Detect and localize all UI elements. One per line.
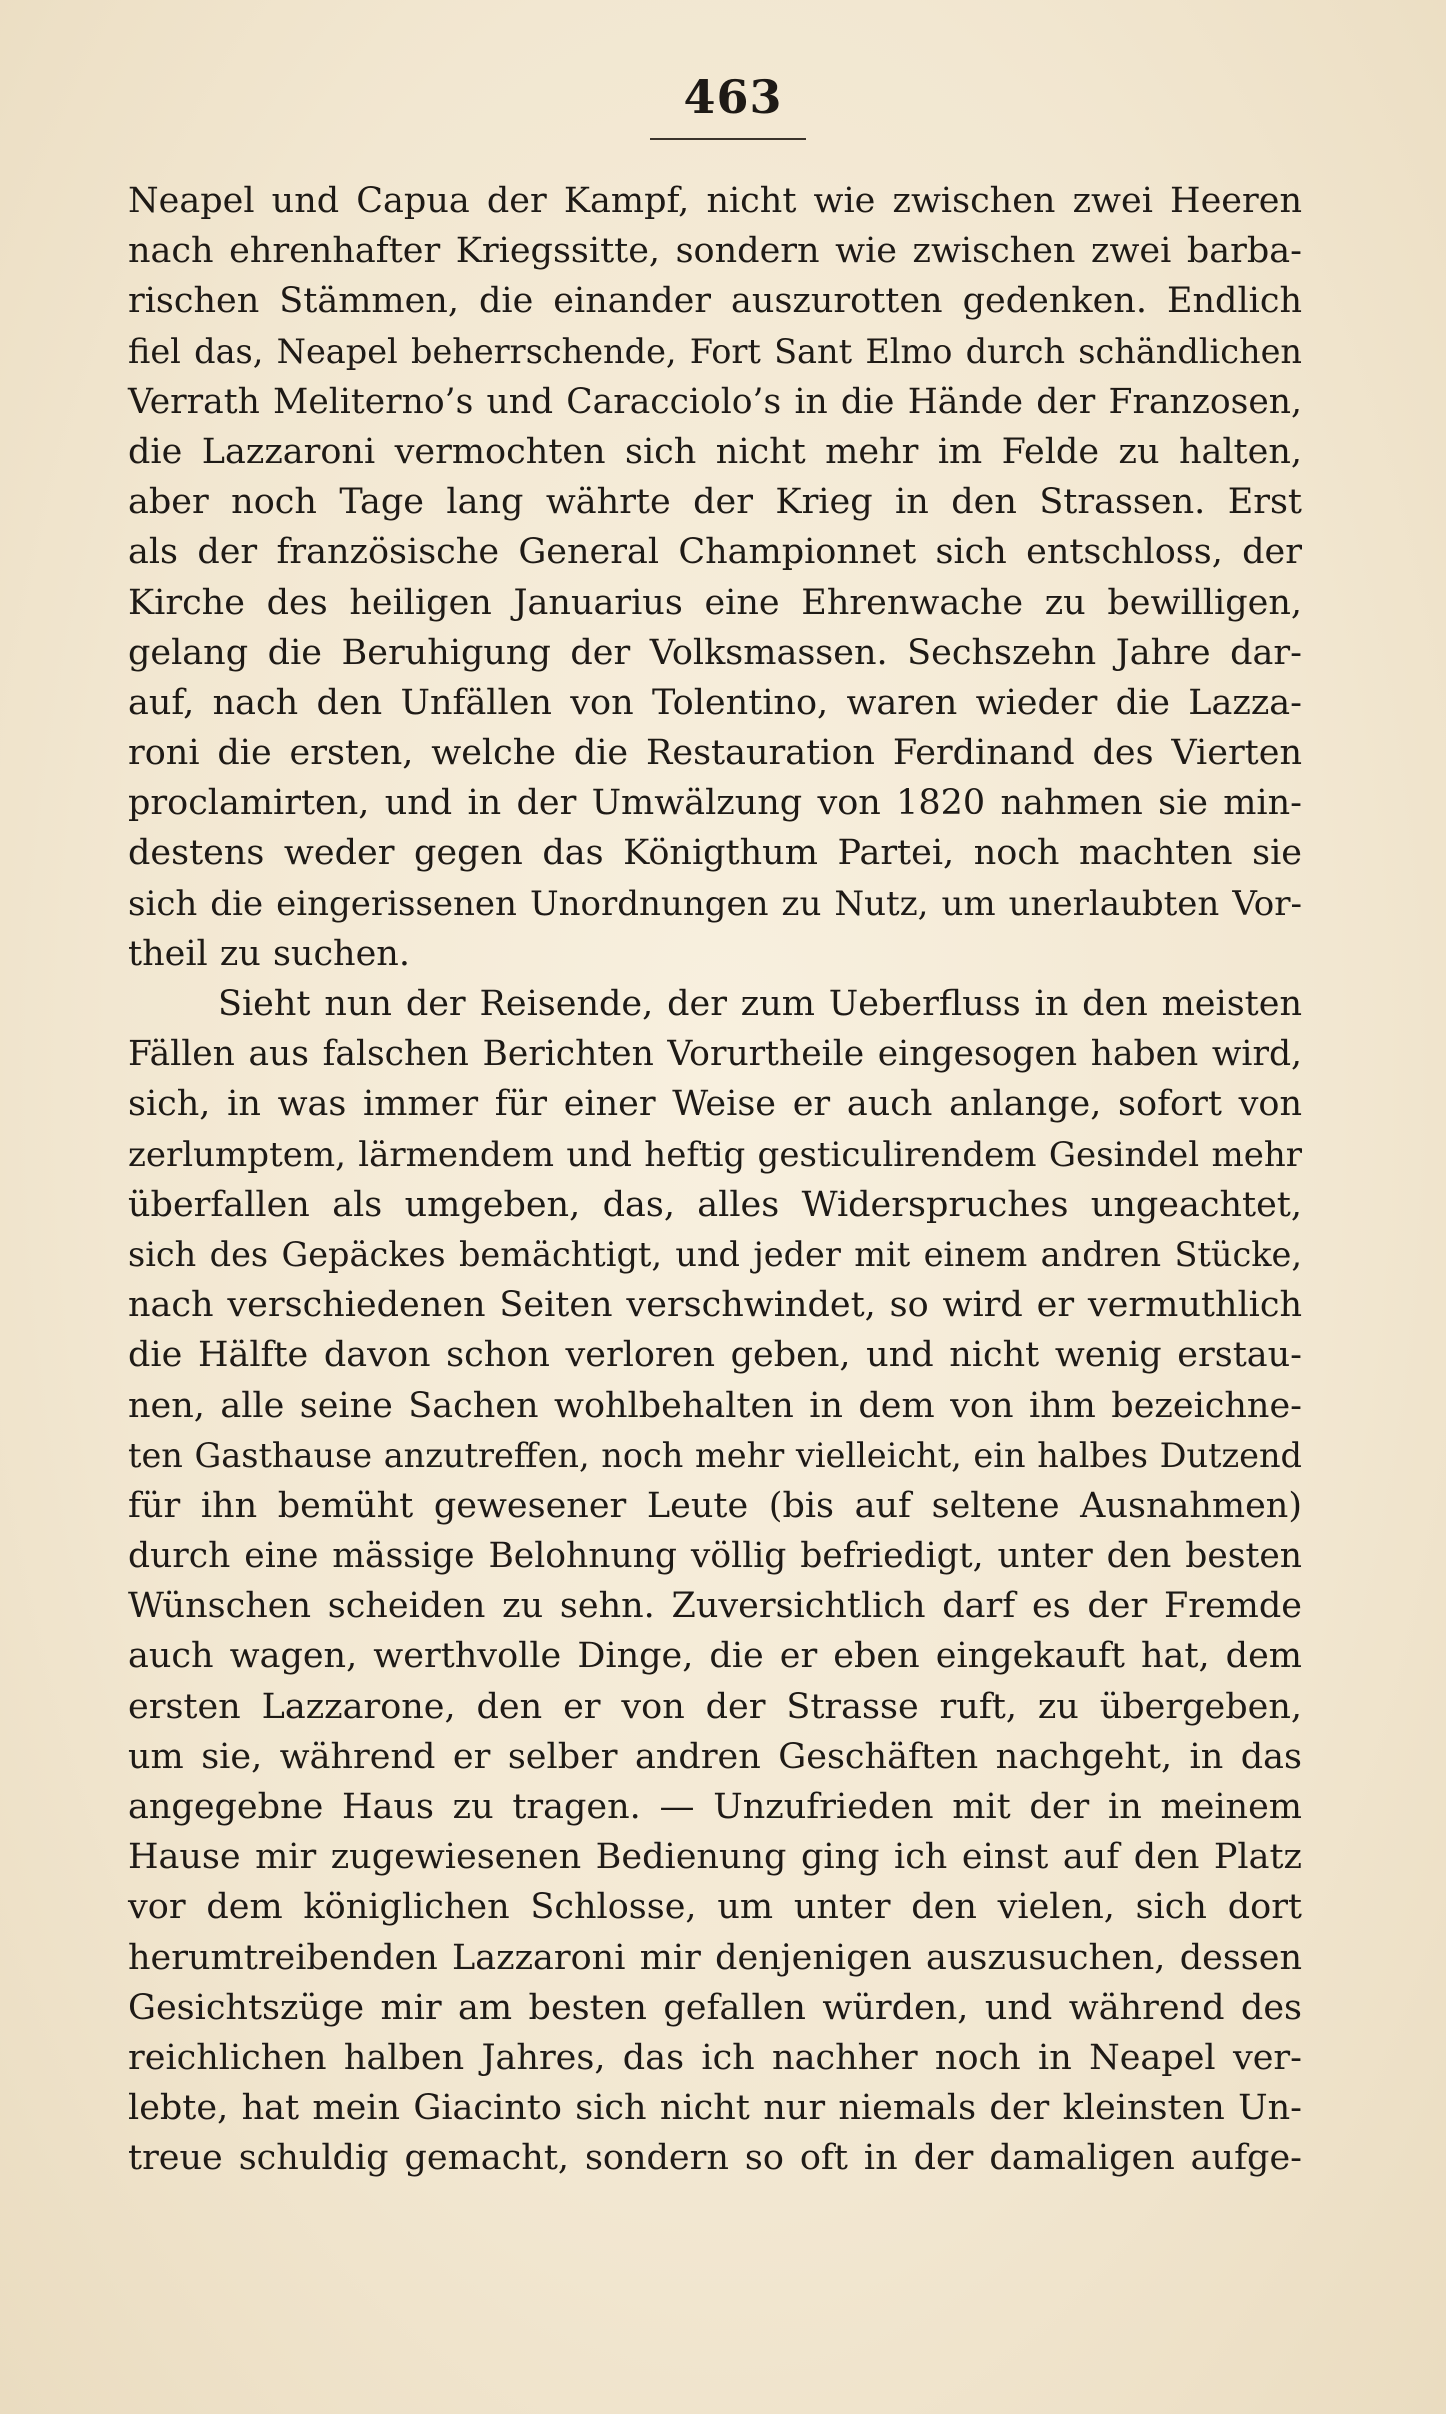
text-line: die Lazzaroni vermochten sich nicht mehr im Felde zu halten, — [128, 431, 1302, 472]
text-line: sich des Gepäckes bemächtigt, und jeder mit einem andren Stücke, — [128, 1234, 1302, 1274]
text-line: die Hälfte davon schon verloren geben, und nicht wenig erstau- — [128, 1335, 1302, 1376]
text-line: für ihn bemüht gewesener Leute (bis auf seltene Ausnahmen) — [128, 1485, 1302, 1526]
text-line: fiel das, Neapel beherrschende, Fort Sant Elmo durch schändlichen — [128, 331, 1302, 371]
text-line: auf, nach den Unfällen von Tolentino, waren wieder die Lazza- — [128, 682, 1302, 723]
text-line: ten Gasthause anzutreffen, noch mehr vielleicht, ein halbes Dutzend — [128, 1435, 1302, 1475]
text-line: Gesichtszüge mir am besten gefallen würden, und während des — [128, 1987, 1302, 2028]
text-line: Fällen aus falschen Berichten Vorurtheile eingesogen haben wird, — [128, 1034, 1302, 1075]
text-line: roni die ersten, welche die Restauration Ferdinand des Vierten — [128, 733, 1302, 774]
text-line: nen, alle seine Sachen wohlbehalten in dem von ihm bezeichne- — [128, 1385, 1302, 1426]
text-line: aber noch Tage lang währte der Krieg in den Strassen. Erst — [128, 482, 1302, 523]
text-line: nach verschiedenen Seiten verschwindet, so wird er vermuthlich — [128, 1285, 1302, 1326]
text-line: destens weder gegen das Königthum Partei, noch machten sie — [128, 833, 1302, 874]
paragraph-start-line: Sieht nun der Reisende, der zum Ueberfluss in den meisten — [218, 984, 1302, 1024]
text-line: reichlichen halben Jahres, das ich nachher noch in Neapel ver- — [128, 2037, 1302, 2078]
text-line: durch eine mässige Belohnung völlig befriedigt, unter den besten — [128, 1536, 1302, 1577]
text-line: Kirche des heiligen Januarius eine Ehrenwache zu bewilligen, — [128, 582, 1302, 623]
text-line: sich, in was immer für einer Weise er auch anlange, sofort von — [128, 1084, 1302, 1125]
paragraph-end-line: theil zu suchen. — [128, 933, 410, 974]
body-text — [128, 176, 1302, 2184]
text-line: sich die eingerissenen Unordnungen zu Nutz, um unerlaubten Vor- — [128, 883, 1302, 924]
text-line: treue schuldig gemacht, sondern so oft in der damaligen aufge- — [128, 2138, 1302, 2179]
page-number: 463 — [683, 70, 783, 124]
text-line: Neapel und Capua der Kampf, nicht wie zwischen zwei Heeren — [128, 181, 1302, 221]
text-line: rischen Stämmen, die einander auszurotten gedenken. Endlich — [128, 281, 1302, 322]
text-line: vor dem königlichen Schlosse, um unter den vielen, sich dort — [128, 1887, 1302, 1928]
text-line: ersten Lazzarone, den er von der Strasse ruft, zu übergeben, — [128, 1686, 1302, 1727]
text-line: zerlumptem, lärmendem und heftig gesticulirendem Gesindel mehr — [128, 1134, 1302, 1175]
text-line: Hause mir zugewiesenen Bedienung ging ich einst auf den Platz — [128, 1837, 1302, 1878]
text-line: angegebne Haus zu tragen. — Unzufrieden mit der in meinem — [128, 1787, 1302, 1827]
text-line: um sie, während er selber andren Geschäften nachgeht, in das — [128, 1736, 1302, 1777]
text-line: gelang die Beruhigung der Volksmassen. Sechszehn Jahre dar- — [128, 632, 1302, 673]
text-line: proclamirten, und in der Umwälzung von 1820 nahmen sie min- — [128, 783, 1302, 824]
text-line: als der französische General Championnet sich entschloss, der — [128, 532, 1302, 573]
text-line: überfallen als umgeben, das, alles Widerspruches ungeachtet, — [128, 1184, 1302, 1225]
text-line: auch wagen, werthvolle Dinge, die er eben eingekauft hat, dem — [128, 1636, 1302, 1677]
header-rule — [650, 138, 806, 140]
text-line: Wünschen scheiden zu sehn. Zuversichtlich darf es der Fremde — [128, 1586, 1302, 1627]
text-line: lebte, hat mein Giacinto sich nicht nur niemals der kleinsten Un- — [128, 2088, 1302, 2129]
text-line: Verrath Meliterno’s und Caracciolo’s in die Hände der Franzosen, — [128, 381, 1302, 422]
text-line: herumtreibenden Lazzaroni mir denjenigen auszusuchen, dessen — [128, 1937, 1302, 1978]
text-line: nach ehrenhafter Kriegssitte, sondern wie zwischen zwei barba- — [128, 231, 1302, 272]
